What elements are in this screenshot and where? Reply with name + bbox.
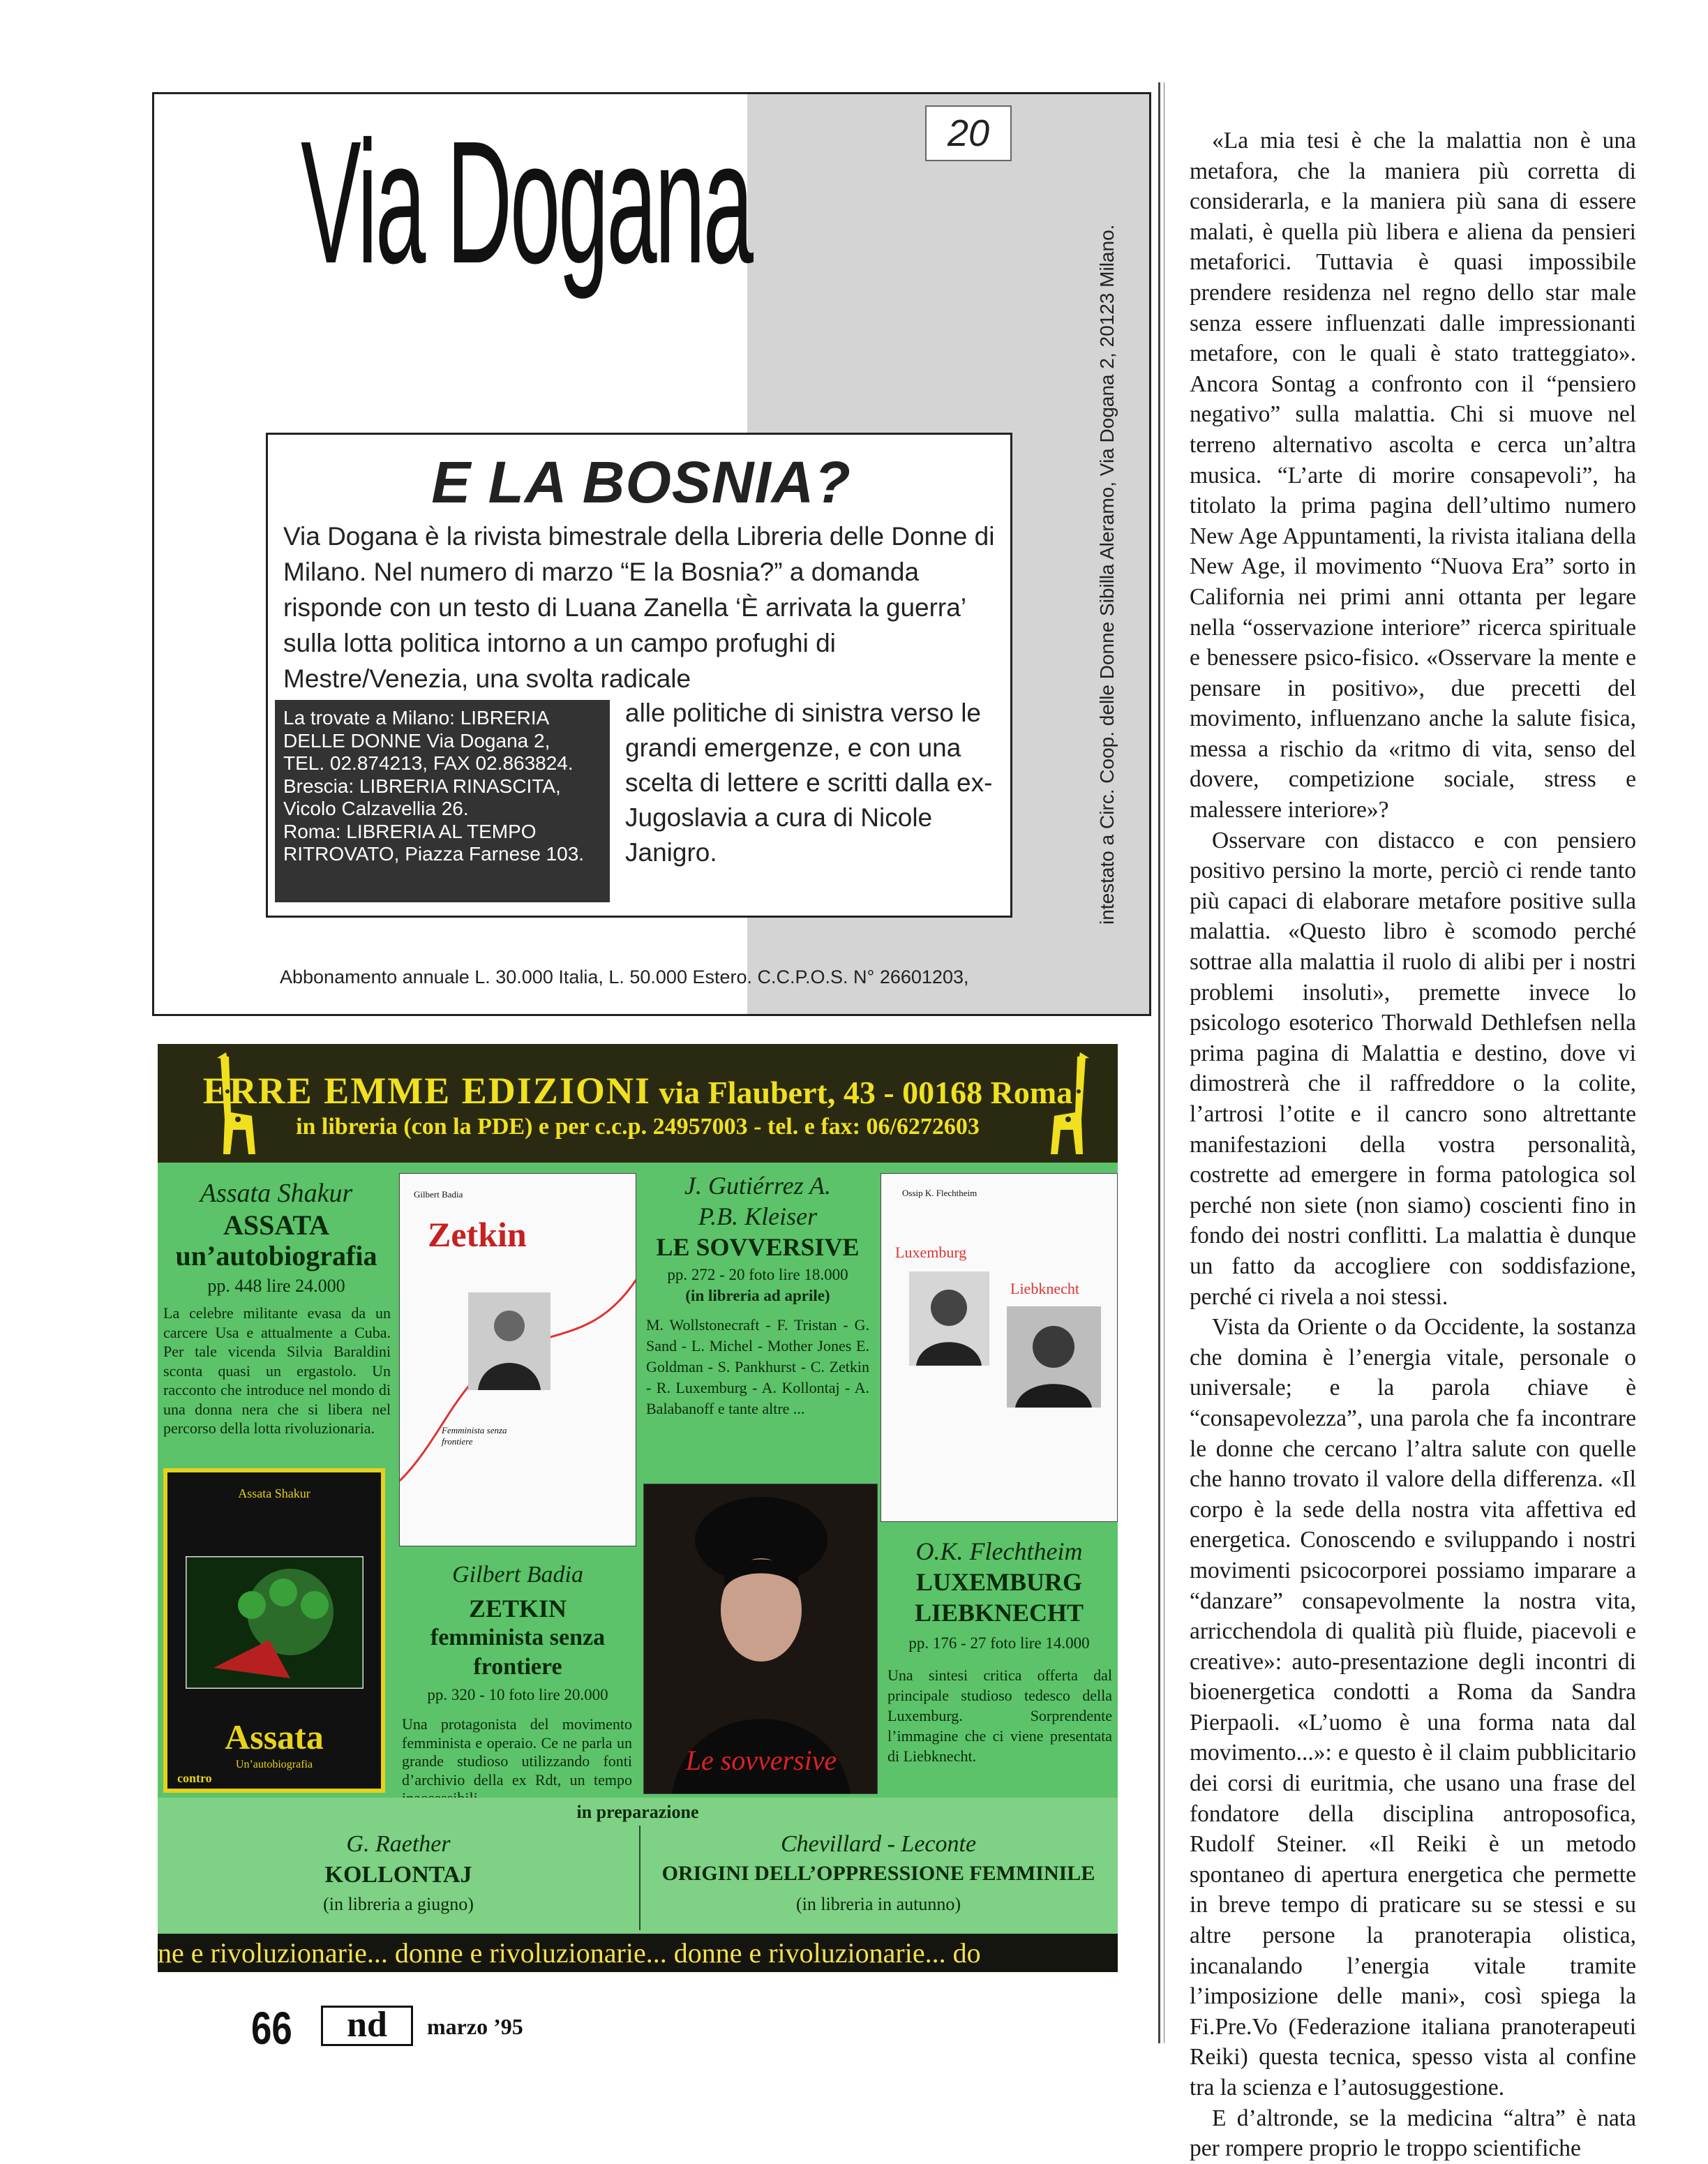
- liebknecht-cover-name: Liebknecht: [1010, 1280, 1079, 1297]
- luxemburg-info: pp. 176 - 27 foto lire 14.000: [908, 1634, 1090, 1652]
- luxemburg-title: LUXEMBURG: [915, 1568, 1082, 1596]
- sovversive-author-1: J. Gutiérrez A.: [684, 1172, 831, 1200]
- prep-author: G. Raether: [346, 1831, 451, 1857]
- publisher-contact: in libreria (con la PDE) e per c.c.p. 24957003 - tel. e fax: 06/6272603: [296, 1114, 980, 1140]
- liebknecht-title: LIEBKNECHT: [914, 1599, 1084, 1627]
- bookstores-box: [275, 700, 610, 902]
- assata-cover-illustration: [186, 1556, 364, 1689]
- sovversive-cover-title: Le sovversive: [685, 1745, 837, 1776]
- prep-note: (in libreria in autunno): [795, 1894, 961, 1914]
- zetkin-author: Gilbert Badia: [452, 1562, 583, 1588]
- assata-title: ASSATA: [223, 1209, 329, 1241]
- luxemburg-cover-name: Luxemburg: [895, 1244, 967, 1261]
- bookstore-line: Roma: LIBRERIA AL TEMPO: [283, 820, 537, 842]
- luxemburg-portrait: [909, 1271, 989, 1366]
- assata-cover-title: Assata: [225, 1717, 324, 1756]
- prep-author: Chevillard - Leconte: [780, 1831, 977, 1857]
- prep-title: KOLLONTAJ: [324, 1862, 472, 1888]
- column-rule: [1158, 82, 1160, 2043]
- bookstore-line: DELLE DONNE Via Dogana 2,: [283, 729, 550, 752]
- assata-info: pp. 448 lire 24.000: [207, 1276, 345, 1296]
- article-paragraph: E d’altronde, se la medicina “altra” è nata per rompere proprio le troppo scientifiche: [1190, 2105, 1636, 2162]
- bosnia-body: Via Dogana è la rivista bimestrale della Libreria delle Donne di Milano. Nel numero di marzo “E la Bosnia?” a domanda risponde con un testo di Luana Zanella ‘È arrivata la guerra’ sulla lotta politica intorno a un campo profughi di Mestre/Venezia, una svolta radicale: [283, 522, 995, 693]
- bosnia-headline: E LA BOSNIA?: [431, 449, 851, 515]
- article-paragraph: Osservare con distacco e con pensiero positivo persino la morte, perciò ci rende tanto più capaci di elaborare metafore positive sulla malattia. «Questo libro è scomodo perché sottrae alla malattia il ruolo di alibi per i nostri problemi insoluti», premette invece lo psicologo esoterico Thorwald Dethlefsen nella prima pagina di Malattia e destino, dove vi dimostrerà che il raffreddore o la colite, l’artrosi l’otite e il cancro sono altrettante manifestazioni della vostra personalità, costrette ad emergere in forma patologica sol perché non siete (non siamo) coscienti fino in fondo dei nostri conflitti. La malattia è dunque un fatto da accogliere con soddisfazione, perché ci rivela a noi stessi.: [1190, 827, 1636, 1310]
- publisher-header: [158, 1044, 1118, 1163]
- zetkin-subtitle: femminista senza frontiere: [430, 1625, 606, 1680]
- sovversive-title: LE SOVVERSIVE: [656, 1233, 860, 1261]
- assata-cover-brand: contro: [177, 1771, 212, 1785]
- assata-subtitle: un’autobiografia: [175, 1240, 377, 1271]
- zetkin-cover: [399, 1173, 636, 1546]
- sovversive-author-2: P.B. Kleiser: [698, 1202, 818, 1230]
- assata-cover-author: Assata Shakur: [238, 1486, 310, 1500]
- zetkin-description: Una protagonista del movimento femminista e operaio. Ce ne parla un grande studioso utilizzando fonti d’archivio della ex Rdt, un tempo: [402, 1715, 632, 1789]
- magazine-logo: nd: [321, 2006, 413, 2046]
- article-text: [1190, 126, 1636, 2164]
- bosnia-box: [266, 433, 1012, 918]
- assata-cover: [163, 1468, 385, 1793]
- slogan-banner: ne e rivoluzionarie... donne e rivoluzionarie... donne e rivoluzionarie... do: [158, 1934, 1118, 1972]
- page-number: 66: [251, 2002, 292, 2054]
- liebknecht-portrait: [1007, 1306, 1101, 1408]
- assata-author: Assata Shakur: [200, 1179, 353, 1208]
- preparation-section: [158, 1798, 1118, 1934]
- magazine-title: Via Dogana: [301, 105, 751, 299]
- luxemburg-description: Una sintesi critica offerta dal principale studioso tedesco della Luxemburg. Sorprendente l’immagine che ci viene presentata di Liebknecht.: [887, 1666, 1112, 1765]
- assata-description: La celebre militante evasa da un carcere Usa e attualmente a Cuba. Per tale vicenda Silvia Baraldini sconta quasi un ergastolo. Un racconto che introduce nel mondo di una donna nera che si libera nel percorso della lotta rivoluzionaria.: [163, 1304, 391, 1437]
- prep-title: ORIGINI DELL’OPPRESSIONE FEMMINILE: [661, 1862, 1095, 1885]
- sovversive-cover: [643, 1484, 878, 1794]
- bookstore-line: Vicolo Calzavellia 26.: [283, 798, 469, 819]
- article-paragraph: Vista da Oriente o da Occidente, la sostanza che domina è l’energia vitale, personale o universale; e la parola chiave è “consapevolezza”, una parola che fa incontrare le donne che cercano l’altra salute con quelle che hanno trovato il valore della differenza. «Il corpo è la sede della nostra vita affettiva ed energetica. Conoscendo e sviluppando i nostri movimenti psicocorporei possiamo imparare a “danzare” consapevolmente la nostra vita, arricchendola di qualità più fluide, piacevoli e creative»: auto-presentazione degli incontri di bioenergetica condotti a Roma da Sandra Pierpaoli. «L’uomo è una forma nata dal movimento...»: e questo è il claim pubblicitario dei corsi di euritmia, che usano una frase del fondatore della disciplina antroposofica, Rudolf Steiner. «Il Reiki è un metodo spontaneo di apertura energetica che permette in breve tempo di praticare su se stessi e su altre persone la pranoterapia olistica, incanalando l’energia vitale tramite l’imposizione delle mani», così spiega la Fi.Pre.Vo (Federazione italiana pranoterapeuti Reiki) questa tecnica, spesso vista al confine tra la scienza e l’autosuggestione.: [1190, 1314, 1636, 2100]
- assata-cover-subtitle: Un’autobiografia: [235, 1759, 313, 1770]
- via-dogana-ad: [152, 92, 1151, 1016]
- prep-note: (in libreria a giugno): [323, 1894, 474, 1914]
- sovversive-note: (in libreria ad aprile): [685, 1287, 830, 1304]
- bookstore-line: La trovate a Milano: LIBRERIA: [283, 707, 550, 729]
- bookstore-line: TEL. 02.874213, FAX 02.863824.: [283, 752, 574, 774]
- zetkin-cover-subtitle: Femminista senza frontiere: [442, 1425, 507, 1447]
- vertical-address: intestato a Circ. Coop. delle Donne Sibilla Aleramo, Via Dogana 2, 20123 Milano.: [1096, 224, 1118, 925]
- preparation-label: in preparazione: [576, 1802, 699, 1822]
- erre-emme-ad: [158, 1044, 1118, 1972]
- luxemburg-author: O.K. Flechtheim: [915, 1537, 1083, 1565]
- issue-number: 20: [925, 105, 1012, 161]
- article-paragraph: «La mia tesi è che la malattia non è una metafora, che la maniera più corretta di considerarla, e la maniera più sana di essere malati, è quella più libera e aliena da pensieri metaforici. Tuttavia è quasi impossibile prendere residenza nel regno dello star male senza essere influenzati dalle impressionanti metafore, con le quali è stato tratteggiato». Ancora Sontag a confronto con il “pensiero negativo” sulla malattia. Chi si muove nel terreno alternativo ascolta e cerca un’altra musica. “L’arte di morire consapevoli”, ha titolato la prima pagina dell’ultimo numero New Age Appuntamenti, la rivista italiana della New Age, il movimento “Nuova Era” sorto in California nei primi anni ottanta per legare nella “osservazione interiore” ricerca spirituale e benessere psico-fisico. «Osservare la mente e pensare in positivo», due precetti del movimento, influenzano anche la salute fisica, messa a rischio da «ritmo di vita, senso del dovere, competizione sociale, stress e malessere interiore»?: [1190, 128, 1636, 823]
- sovversive-names: M. Wollstonecraft - F. Tristan - G. Sand - L. Michel - Mother Jones E. Goldman - S. Pankhurst - C. Zetkin - R. Luxemburg - A. Kollontaj - A. Balabanoff e tante altre ...: [646, 1316, 869, 1417]
- zetkin-title: ZETKIN: [468, 1595, 567, 1622]
- zetkin-portrait: [468, 1292, 550, 1390]
- zetkin-cover-title: Zetkin: [428, 1215, 527, 1254]
- subscription-info: Abbonamento annuale L. 30.000 Italia, L. 50.000 Estero. C.C.P.O.S. N° 26601203,: [280, 967, 969, 987]
- luxemburg-cover: [881, 1173, 1118, 1522]
- luxemburg-cover-author: Ossip K. Flechtheim: [902, 1188, 977, 1198]
- publisher-address: via Flaubert, 43 - 00168 Roma: [659, 1075, 1073, 1110]
- bosnia-body-continued: alle politiche di sinistra verso le grandi emergenze, e con una scelta di lettere e scritti dalla ex-Jugoslavia a cura di Nicole Janigro.: [625, 699, 993, 867]
- bookstore-line: Brescia: LIBRERIA RINASCITA,: [283, 775, 561, 797]
- zetkin-info: pp. 320 - 10 foto lire 20.000: [427, 1686, 608, 1703]
- sovversive-info: pp. 272 - 20 foto lire 18.000: [667, 1266, 848, 1283]
- issue-date: marzo ’95: [427, 2014, 523, 2039]
- publisher-name: ERRE EMME EDIZIONI: [202, 1070, 651, 1112]
- zetkin-cover-author: Gilbert Badia: [414, 1189, 463, 1200]
- bookstore-line: RITROVATO, Piazza Farnese 103.: [283, 843, 585, 865]
- publisher-line: [158, 1069, 1118, 1112]
